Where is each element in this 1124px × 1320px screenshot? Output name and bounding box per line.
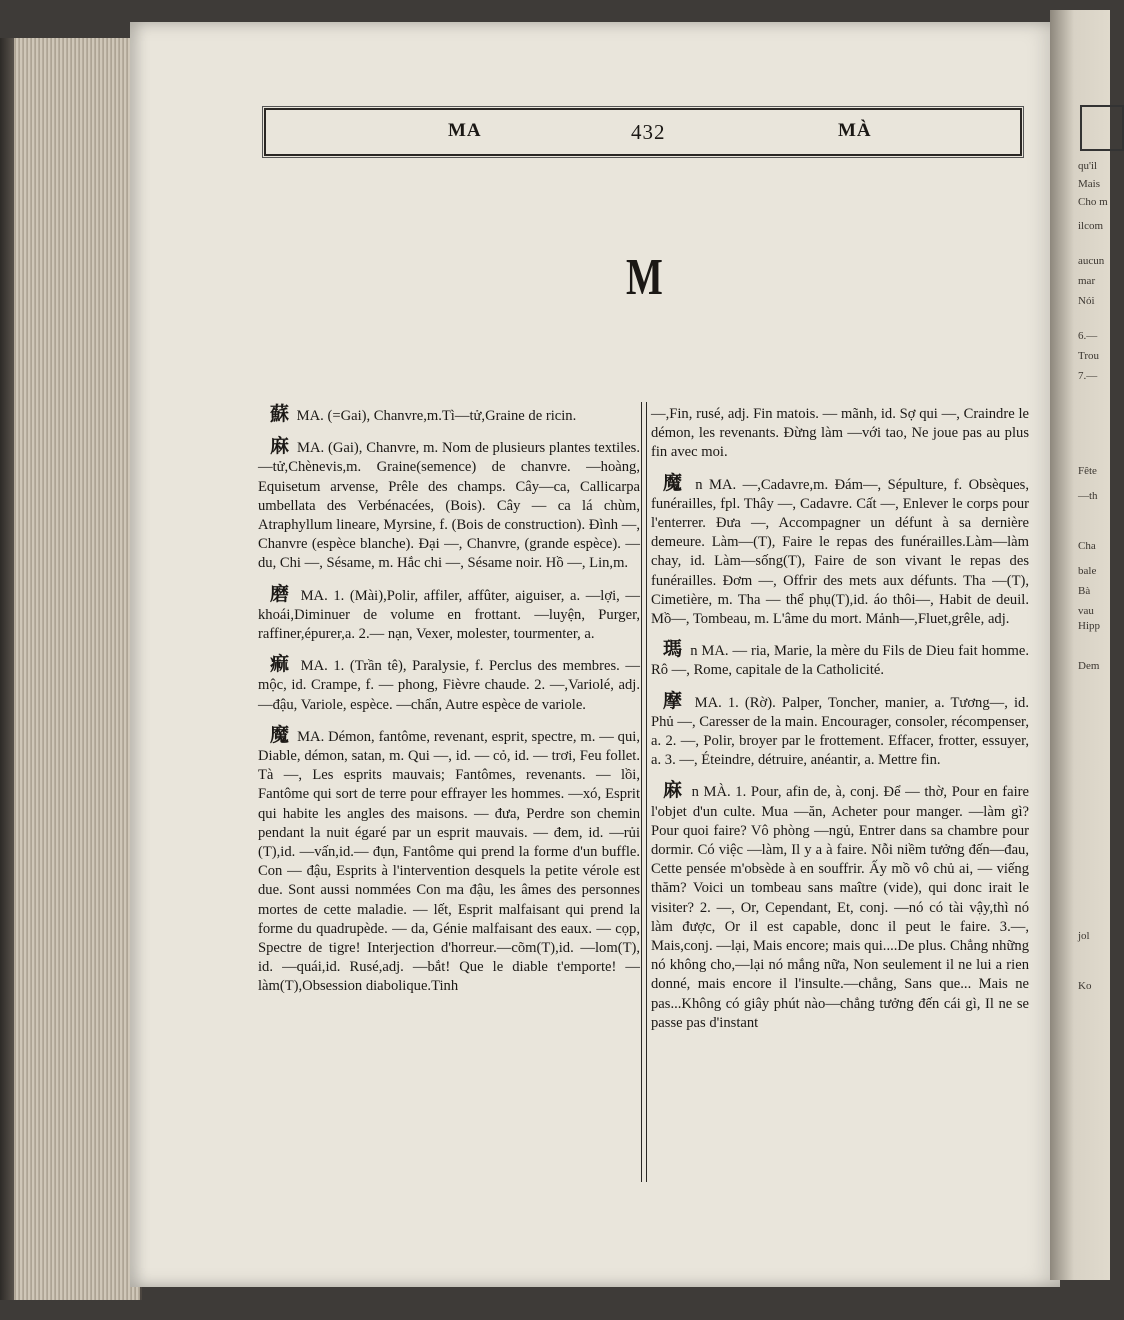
next-page-fragment: Ko [1078, 980, 1092, 992]
next-page-fragment: Bà [1078, 585, 1091, 597]
entry-character: 痲 [270, 654, 291, 676]
dictionary-entry [258, 726, 640, 997]
next-page-fragment: 7.— [1078, 370, 1098, 382]
next-page-fragment: Cha [1078, 540, 1096, 552]
next-page-fragment: Hipp [1078, 620, 1100, 632]
next-page-header-box [1080, 105, 1124, 151]
entry-character: 麻 [663, 780, 683, 802]
entry-character: 魔 [270, 724, 290, 746]
entry-character: 摩 [663, 690, 685, 712]
next-page-fragment: Dem [1078, 660, 1100, 672]
section-letter: M [626, 249, 663, 306]
next-page-fragment: mar [1078, 275, 1096, 287]
next-page-fragment: aucun [1078, 255, 1105, 267]
dictionary-entry [651, 692, 1029, 771]
entry-text: MA. (=Gai), Chanvre,m.Tì—tử,Graine de ricin. [296, 408, 577, 424]
entry-text: MA. (Gai), Chanvre, m. Nom de plusieurs plantes textiles.—tử,Chènevis,m. Graine(semence) de chanvre. —hoàng, Equisetum arvense, Prêle des champs. Cây—ca, Callicarpa umbellata des Verbénacées, (Bois). Cây — ca lá chùm, Atraphyllum lineare, Myrsine, f. (Bois de construction). Đình —, Chanvre (espèce blanche). Đại —, Chanvre, (grande espèce). — du, Chi —, Sésame, m. Hắc chi —, Sésame noir. Hồ —, Lin,m. [258, 440, 640, 572]
entry-character: 瑪 [663, 639, 683, 661]
dictionary-entry-continued [651, 405, 1029, 463]
running-header [264, 108, 1022, 156]
left-column [258, 405, 640, 1008]
next-page-fragment: Trou [1078, 350, 1099, 362]
dictionary-entry [651, 474, 1029, 630]
entry-text: MA. 1. (Rờ). Palper, Toncher, manier, a. Tương—, id. Phủ —, Caresser de la main. Encourager, consoler, récompenser, a. 2. —, Polir, broyer par le frottement. Effacer, frotter, essuyer, a. 3. —, Éteindre, détruire, anéantir, a. Mettre fin. [651, 694, 1029, 769]
entry-text: n MA. — ria, Marie, la mère du Fils de Dieu fait homme. Rô —, Rome, capitale de la Catholicité. [651, 643, 1029, 679]
entry-text: MA. Démon, fantôme, revenant, esprit, spectre, m. — qui, Diable, démon, satan, m. Qui —, id. — cỏ, id. — trơi, Feu follet. Tà —, Les esprits mauvais; Fantômes, revenants. — lồi, Fantôme qui sort de terre pour effrayer les hommes. —xó, Esprit qui habite les angles des maisons. — đưa, Perdre son chemin pendant la nuit égaré par un esprit mauvais. — đem, id. —rủi (T),id. —vấn,id.— đụn, Fantôme qui prend la forme d'un buffle. Con — đậu, Esprits à l'intervention desquels la petite vérole est due. Sont aussi nommées Con ma đậu, les âmes des personnes mortes de cette maladie. — lết, Esprit malfaisant qui prend la forme du quadrupède. — da, Génie malfaisant des eaux. — cọp, Spectre de tigre! Interjection d'horreur.—cõm(T),id. —lom(T), id. —quái,id. Rusé,adj. —bắt! Que le diable t'emporte! —làm(T),Obsession diabolique.Tinh [258, 728, 640, 995]
next-page-fragment: Nói [1078, 295, 1095, 307]
column-divider [641, 402, 647, 1182]
dictionary-entry [258, 585, 640, 645]
next-page-fragment: ilcom [1078, 220, 1104, 232]
dictionary-entry [258, 405, 640, 426]
dictionary-entry [651, 781, 1029, 1033]
next-page-fragment: jol [1078, 930, 1090, 942]
entry-character: 蘇 [270, 404, 290, 425]
next-page-fragment: bale [1078, 565, 1097, 577]
entry-text: n MÀ. 1. Pour, afin de, à, conj. Để — thờ, Pour en faire l'objet d'un culte. Mua —ăn, Acheter pour manger. —làm gì? Pour quoi faire? Vô phòng —ngủ, Entrer dans sa chambre pour dormir. Có việc —làm, Il y a à faire. Nỗi niềm tưởng đến—đau, Cette pensée m'obsède à en souffrir. Ấy mồ vô chủ ai, — viếng thăm? Voici un tombeau sans maître (vide), qui donc irait le visiter? 2. —, Or, Cependant, Et, conj. —nó có tài vậy,thì nó làm được, Or il est capable, donc il peut le faire. 3.—, Mais,conj. —lại, Mais encore; mais qui....De plus. Chẳng những nó không cho,—lại nó mắng nữa, Non seulement il ne lui a rien donné, mais encore il l'insulte.—chẳng, Sans que... Mais ne pas...Không có giây phút nào—chẳng tưởng đến cái gì, Il ne se passe pas d'instant [651, 784, 1029, 1031]
next-page-fragment: qu'il [1078, 160, 1098, 172]
entry-text: n MA. —,Cadavre,m. Đám—, Sépulture, f. Obsèques, funérailles, fpl. Thây —, Cadavre. Cất —, Enlever le corps pour l'enterrer. Đưa —, Accompagner un défunt à sa dernière demeure. Làm—(T), Faire le repas des funérailles.Làm—làm chay, id. Làm—sống(T), Faire de son vivant le repas des funérailles. Đơm —, Offrir des mets aux défunts. Tha —(T), Cimetière, m. Tha — thể phụ(T),id. áo thôi—, Habit de deuil. Mồ—, Tombeau, m. L'âme du mort. Mảnh—,Fluet,grêle, adj. [651, 476, 1029, 628]
entry-text: MA. 1. (Trần tê), Paralysie, f. Perclus des membres. —mộc, id. Crampe, f. — phong, Fièvre chaude. 2. —,Variolé, adj. —đậu, Variole, espèce. —chẩn, Autre espèce de variole. [258, 658, 640, 713]
next-page-fragment: Cho m [1078, 196, 1108, 208]
next-page-edge [1050, 10, 1110, 1280]
book-page-edges [0, 38, 142, 1300]
header-last-word: MÀ [838, 120, 872, 141]
dictionary-entry [258, 437, 640, 573]
entry-character: 麻 [270, 436, 290, 458]
book-binding [0, 38, 14, 1300]
next-page-fragment: Fête [1078, 465, 1097, 477]
entry-text: MA. 1. (Mài),Polir, affiler, affûter, aiguiser, a. —lợi, —khoái,Diminuer de volume en frottant. —luyện, Purger, raffiner,épurer,a. 2.— nạn, Vexer, molester, tourmenter, a. [258, 587, 640, 643]
entry-text: —,Fin, rusé, adj. Fin matois. — mãnh, id. Sợ qui —, Craindre le démon, les revenants. Đừng làm —với tao, Ne joue pas au plus fin avec moi. [651, 406, 1029, 461]
dictionary-entry [258, 655, 640, 715]
next-page-fragment: vau [1078, 605, 1094, 617]
dictionary-entry [651, 640, 1029, 680]
next-page-fragment: —th [1078, 490, 1098, 502]
header-first-word: MA [448, 120, 482, 141]
next-page-fragment: Mais [1078, 178, 1100, 190]
right-column [651, 405, 1029, 1044]
entry-character: 魔 [663, 472, 685, 494]
page-number: 432 [631, 120, 666, 144]
entry-character: 磨 [270, 583, 291, 605]
next-page-fragment: 6.— [1078, 330, 1098, 342]
